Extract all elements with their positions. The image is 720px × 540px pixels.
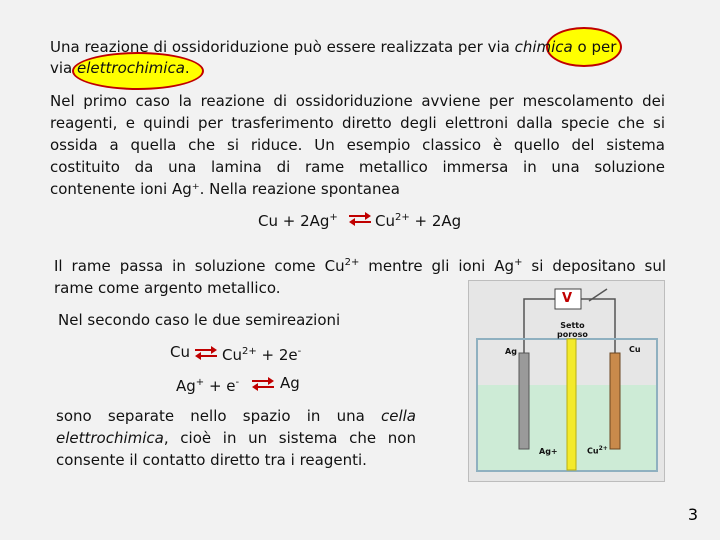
h2-left: Ag	[176, 377, 196, 395]
p4-a: sono separate nello spazio in una	[56, 407, 381, 425]
paragraph-4-line-1	[56, 405, 416, 427]
p4-ital: cella	[380, 407, 416, 425]
h1-sup: 2+	[241, 346, 257, 357]
term-chimica: chimica	[514, 38, 573, 56]
equilibrium-arrow-icon	[250, 376, 276, 392]
p4-ital-2: elettrochimica	[56, 429, 164, 447]
intro-dot: .	[184, 59, 190, 77]
electrode-right-label: Cu	[629, 345, 641, 354]
paragraph-3: Nel secondo caso le due semireazioni	[58, 311, 341, 329]
paragraph-1-line: ossida a quella che si riduce. Un esempio classico è quello del sistema	[50, 136, 665, 154]
paragraph-4-line-3: consente il contatto diretto tra i reagenti.	[56, 451, 367, 469]
paragraph-1-line: contenente ioni Ag⁺. Nella reazione spontanea	[50, 180, 400, 198]
h2-sup: +	[195, 377, 205, 388]
page-number: 3	[687, 505, 698, 524]
h1-end: + 2e	[256, 346, 298, 364]
half-reaction-2-right: Ag	[280, 374, 300, 392]
septum-label: Setto poroso	[557, 321, 588, 339]
h2-e-sup: -	[235, 377, 240, 388]
ion-right-sup: 2+	[598, 445, 608, 452]
equilibrium-arrow-icon	[193, 345, 219, 361]
paragraph-1	[50, 90, 665, 200]
reaction-right-end: + 2Ag	[409, 212, 462, 230]
paragraph-1-line: Nel primo caso la reazione di ossidoriduzione avviene per mescolamento dei	[50, 92, 665, 110]
intro-line-1	[50, 36, 616, 58]
cell-diagram	[469, 281, 664, 481]
h1-e-sup: -	[297, 346, 302, 357]
half-reaction-1-left: Cu	[170, 343, 190, 361]
reaction-left	[258, 208, 338, 231]
intro-text: Una reazione di ossidoriduzione può essere realizzata per via	[50, 38, 515, 56]
electrode-left-label: Ag	[505, 347, 517, 356]
p2-c: si depositano sul	[522, 257, 666, 275]
p4-b: , cioè in un sistema che non	[163, 429, 416, 447]
reaction-left-sup: +	[329, 212, 338, 223]
term-elettrochimica: elettrochimica	[77, 59, 185, 77]
p2-b: mentre gli ioni Ag	[359, 257, 515, 275]
ion-right-label	[587, 445, 608, 456]
half-reaction-2-left	[176, 373, 239, 396]
electrochemical-cell-figure	[468, 280, 665, 482]
intro-text-2: via	[50, 59, 78, 77]
voltmeter-label: V	[562, 291, 573, 306]
ion-left-label: Ag+	[539, 447, 558, 456]
reaction-left-text: Cu + 2Ag	[258, 212, 330, 230]
ion-right-text: Cu	[587, 446, 599, 456]
p2-a: Il rame passa in soluzione come Cu	[54, 257, 345, 275]
h1-right: Cu	[222, 346, 242, 364]
intro-line-2	[50, 57, 190, 79]
half-reaction-1-right	[222, 342, 301, 365]
paragraph-1-line: reagenti, e quindi per trasferimento diretto degli elettroni dalla specie che si	[50, 114, 665, 132]
p2-sup: 2+	[344, 257, 360, 268]
paragraph-2-line-1	[54, 252, 666, 277]
reaction-right-text: Cu	[375, 212, 395, 230]
h2-end: + e	[204, 377, 236, 395]
intro-text-end: o per	[572, 38, 617, 56]
p2-sup2: +	[514, 257, 523, 268]
paragraph-2-line-2: rame come argento metallico.	[54, 279, 281, 297]
paragraph-4	[56, 405, 416, 471]
reaction-right	[375, 208, 461, 231]
paragraph-1-line: costituito da una lamina di rame metallico immersa in una soluzione	[50, 158, 665, 176]
equilibrium-arrow-icon	[347, 211, 373, 227]
reaction-right-sup: 2+	[394, 212, 410, 223]
paragraph-4-line-2	[56, 427, 416, 449]
